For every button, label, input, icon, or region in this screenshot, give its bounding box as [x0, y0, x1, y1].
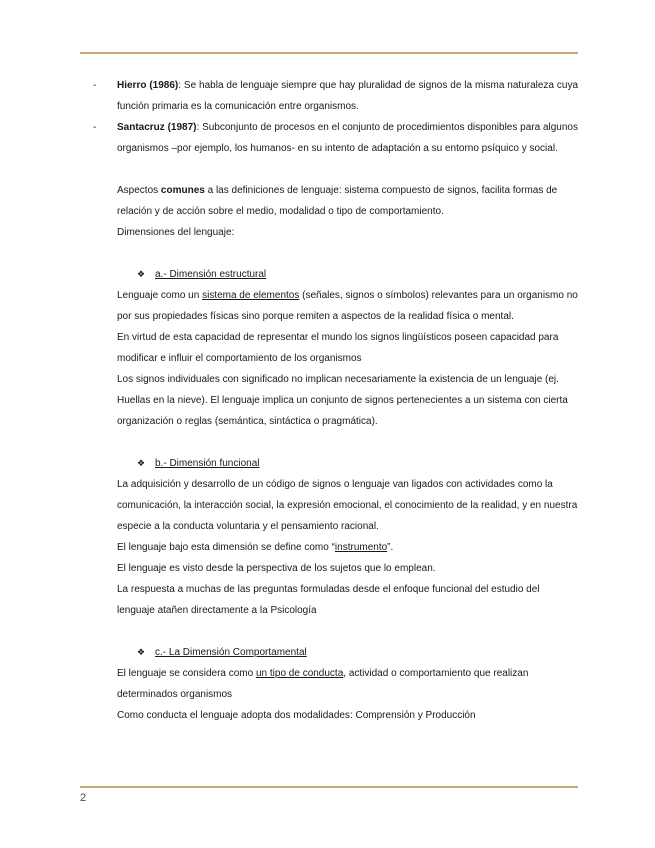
header-rule: [80, 52, 578, 54]
section-b-paragraph-2: [117, 537, 578, 558]
diamond-bullet-icon: ❖: [137, 647, 146, 657]
definition-hierro: [93, 75, 579, 117]
section-b-title: b.- Dimensión funcional: [155, 458, 260, 469]
underlined-term: sistema de elementos: [202, 290, 300, 301]
section-b-paragraph-3: El lenguaje es visto desde la perspectiva de los sujetos que lo emplean.: [117, 563, 436, 574]
author-santacruz: Santacruz (1987): [117, 122, 197, 133]
page-number: 2: [80, 792, 87, 804]
document-body: [93, 75, 579, 726]
diamond-bullet-icon: ❖: [137, 269, 146, 279]
diamond-bullet-icon: ❖: [137, 458, 146, 468]
section-c-title: c.- La Dimensión Comportamental: [155, 647, 307, 658]
section-a-title: a.- Dimensión estructural: [155, 269, 267, 280]
section-a-paragraph-2: En virtud de esta capacidad de representar el mundo los signos lingüísticos poseen capacidad para modificar e influir el comportamiento de los organismos: [117, 332, 559, 364]
section-c-paragraph-1: [117, 663, 578, 705]
section-a-heading: [117, 264, 578, 285]
section-b-paragraph-4: La respuesta a muchas de las preguntas formuladas desde el enfoque funcional del estudio del lenguaje atañen directamente a la Psicología: [117, 584, 540, 616]
definition-text: : Subconjunto de procesos en el conjunto de procedimientos disponibles para algunos organismos –por ejemplo, los humanos- en su intento de adaptación a su entorno psíquico y social.: [117, 122, 578, 154]
definition-santacruz: [93, 117, 578, 159]
section-b-heading: [117, 453, 578, 474]
author-hierro: Hierro (1986): [117, 80, 179, 91]
text: (señales, signos o símbolos) relevantes para un organismo no por sus propiedades físicas sino porque remiten a aspectos de la realidad física o mental.: [117, 290, 578, 322]
text: El lenguaje bajo esta dimensión se define como “: [117, 542, 335, 553]
text: , actividad o comportamiento que realizan determinados organismos: [117, 668, 529, 700]
aspects-bold: comunes: [160, 185, 205, 196]
section-a-paragraph-3: Los signos individuales con significado no implican necesariamente la existencia de un lenguaje (ej. Huellas en la nieve). El lenguaje implica un conjunto de signos pertenecientes a un sistema con cierta organización o reglas (semántica, sintáctica o pragmática).: [117, 374, 568, 427]
section-c-paragraph-2: Como conducta el lenguaje adopta dos modalidades: Comprensión y Producción: [117, 710, 476, 721]
bullet-dash: -: [93, 80, 97, 91]
text: El lenguaje se considera como: [117, 668, 256, 679]
footer-rule: [80, 786, 578, 788]
bullet-dash: -: [93, 122, 97, 133]
section-b-paragraph-1: La adquisición y desarrollo de un código de signos o lenguaje van ligados con actividades como la comunicación, la interacción social, la expresión emocional, el conocimiento de la realidad, y en nuestra especie a la conducta voluntaria y el pensamiento racional.: [117, 479, 578, 532]
section-a-paragraph-1: [117, 285, 578, 327]
aspects-post: a las definiciones de lenguaje: sistema compuesto de signos, facilita formas de relación y de acción sobre el medio, modalidad o tipo de comportamiento.: [117, 185, 558, 217]
underlined-term: un tipo de conducta: [255, 668, 344, 679]
dimensions-intro: Dimensiones del lenguaje:: [117, 227, 235, 238]
aspects-paragraph: [117, 180, 578, 222]
text: Lenguaje como un: [117, 290, 203, 301]
underlined-term: instrumento: [334, 542, 388, 553]
text: ”.: [387, 542, 394, 553]
aspects-pre: Aspectos: [117, 185, 161, 196]
section-c-heading: [117, 642, 578, 663]
definition-text: : Se habla de lenguaje siempre que hay pluralidad de signos de la misma naturaleza cuya función primaria es la comunicación entre organismos.: [117, 80, 579, 112]
